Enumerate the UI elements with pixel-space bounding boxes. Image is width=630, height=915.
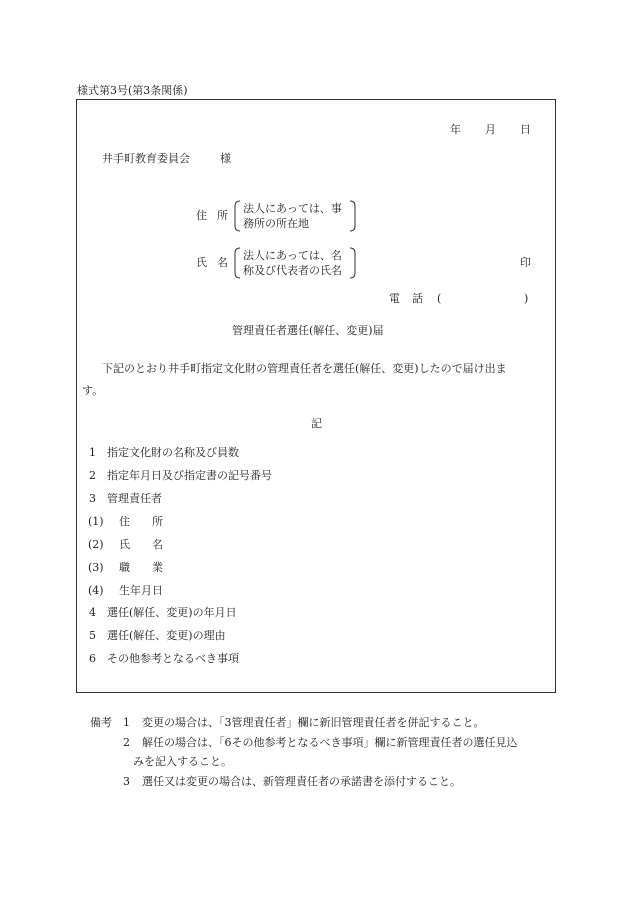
remark-text: 解任の場合は、「6その他参考となるべき事項」欄に新管理責任者の選任見込 bbox=[142, 736, 518, 749]
name-note-line1: 法人にあっては、名 bbox=[243, 249, 342, 262]
form-frame bbox=[76, 99, 556, 693]
body-text-line1: 下記のとおり井手町指定文化財の管理責任者を選任(解任、変更)したので届け出ま bbox=[102, 362, 507, 375]
subitem-number: (2) bbox=[88, 538, 104, 551]
remark-number: 1 bbox=[123, 716, 130, 729]
item-number: 1 bbox=[89, 446, 96, 459]
remark-text: 変更の場合は、「3管理責任者」欄に新旧管理責任者を併記すること。 bbox=[142, 716, 485, 729]
subitem-number: (1) bbox=[88, 515, 104, 528]
item-text: その他参考となるべき事項 bbox=[107, 652, 239, 665]
form-number: 様式第3号(第3条関係) bbox=[77, 84, 188, 97]
address-close-bracket bbox=[348, 200, 358, 232]
seal-mark: 印 bbox=[520, 256, 531, 269]
item-number: 4 bbox=[89, 606, 96, 619]
address-label-2: 所 bbox=[217, 209, 228, 222]
address-note-line1: 法人にあっては、事 bbox=[243, 202, 342, 215]
item-number: 6 bbox=[89, 652, 96, 665]
item-text: 選任(解任、変更)の年月日 bbox=[107, 606, 237, 619]
addressee-name: 井手町教育委員会 bbox=[102, 152, 190, 165]
name-label-1: 氏 bbox=[196, 256, 207, 269]
ki-heading: 記 bbox=[311, 417, 322, 430]
remark-continuation: みを記入すること。 bbox=[133, 755, 232, 768]
subitem-text: 職 業 bbox=[119, 561, 163, 574]
phone-open-paren: ( bbox=[437, 292, 442, 305]
subitem-number: (4) bbox=[88, 584, 104, 597]
date-year-label: 年 bbox=[450, 123, 461, 136]
remark-text: 選任又は変更の場合は、新管理責任者の承諾書を添付すること。 bbox=[142, 775, 461, 788]
addressee-honorific: 様 bbox=[220, 152, 231, 165]
subitem-text: 生年月日 bbox=[119, 584, 163, 597]
date-day-label: 日 bbox=[520, 123, 531, 136]
date-month-label: 月 bbox=[485, 123, 496, 136]
phone-label-2: 話 bbox=[412, 292, 423, 305]
subitem-number: (3) bbox=[88, 561, 104, 574]
item-text: 管理責任者 bbox=[107, 492, 162, 505]
remark-number: 2 bbox=[123, 736, 130, 749]
address-open-bracket bbox=[232, 200, 242, 232]
remark-number: 3 bbox=[123, 775, 130, 788]
item-number: 5 bbox=[89, 629, 96, 642]
document-title: 管理責任者選任(解任、変更)届 bbox=[232, 324, 384, 337]
name-close-bracket bbox=[348, 247, 358, 279]
address-label-1: 住 bbox=[196, 209, 207, 222]
item-text: 指定年月日及び指定書の記号番号 bbox=[107, 469, 272, 482]
subitem-text: 住 所 bbox=[119, 515, 163, 528]
name-label-2: 名 bbox=[217, 256, 228, 269]
item-text: 選任(解任、変更)の理由 bbox=[107, 629, 226, 642]
item-number: 2 bbox=[89, 469, 96, 482]
phone-label-1: 電 bbox=[389, 292, 400, 305]
phone-close-paren: ) bbox=[524, 292, 529, 305]
name-open-bracket bbox=[232, 247, 242, 279]
address-note-line2: 務所の所在地 bbox=[243, 217, 309, 230]
remarks-label: 備考 bbox=[90, 716, 112, 729]
name-note-line2: 称及び代表者の氏名 bbox=[243, 264, 342, 277]
subitem-text: 氏 名 bbox=[119, 538, 163, 551]
item-number: 3 bbox=[89, 492, 96, 505]
item-text: 指定文化財の名称及び員数 bbox=[107, 446, 239, 459]
body-text-line2: す。 bbox=[82, 384, 104, 397]
